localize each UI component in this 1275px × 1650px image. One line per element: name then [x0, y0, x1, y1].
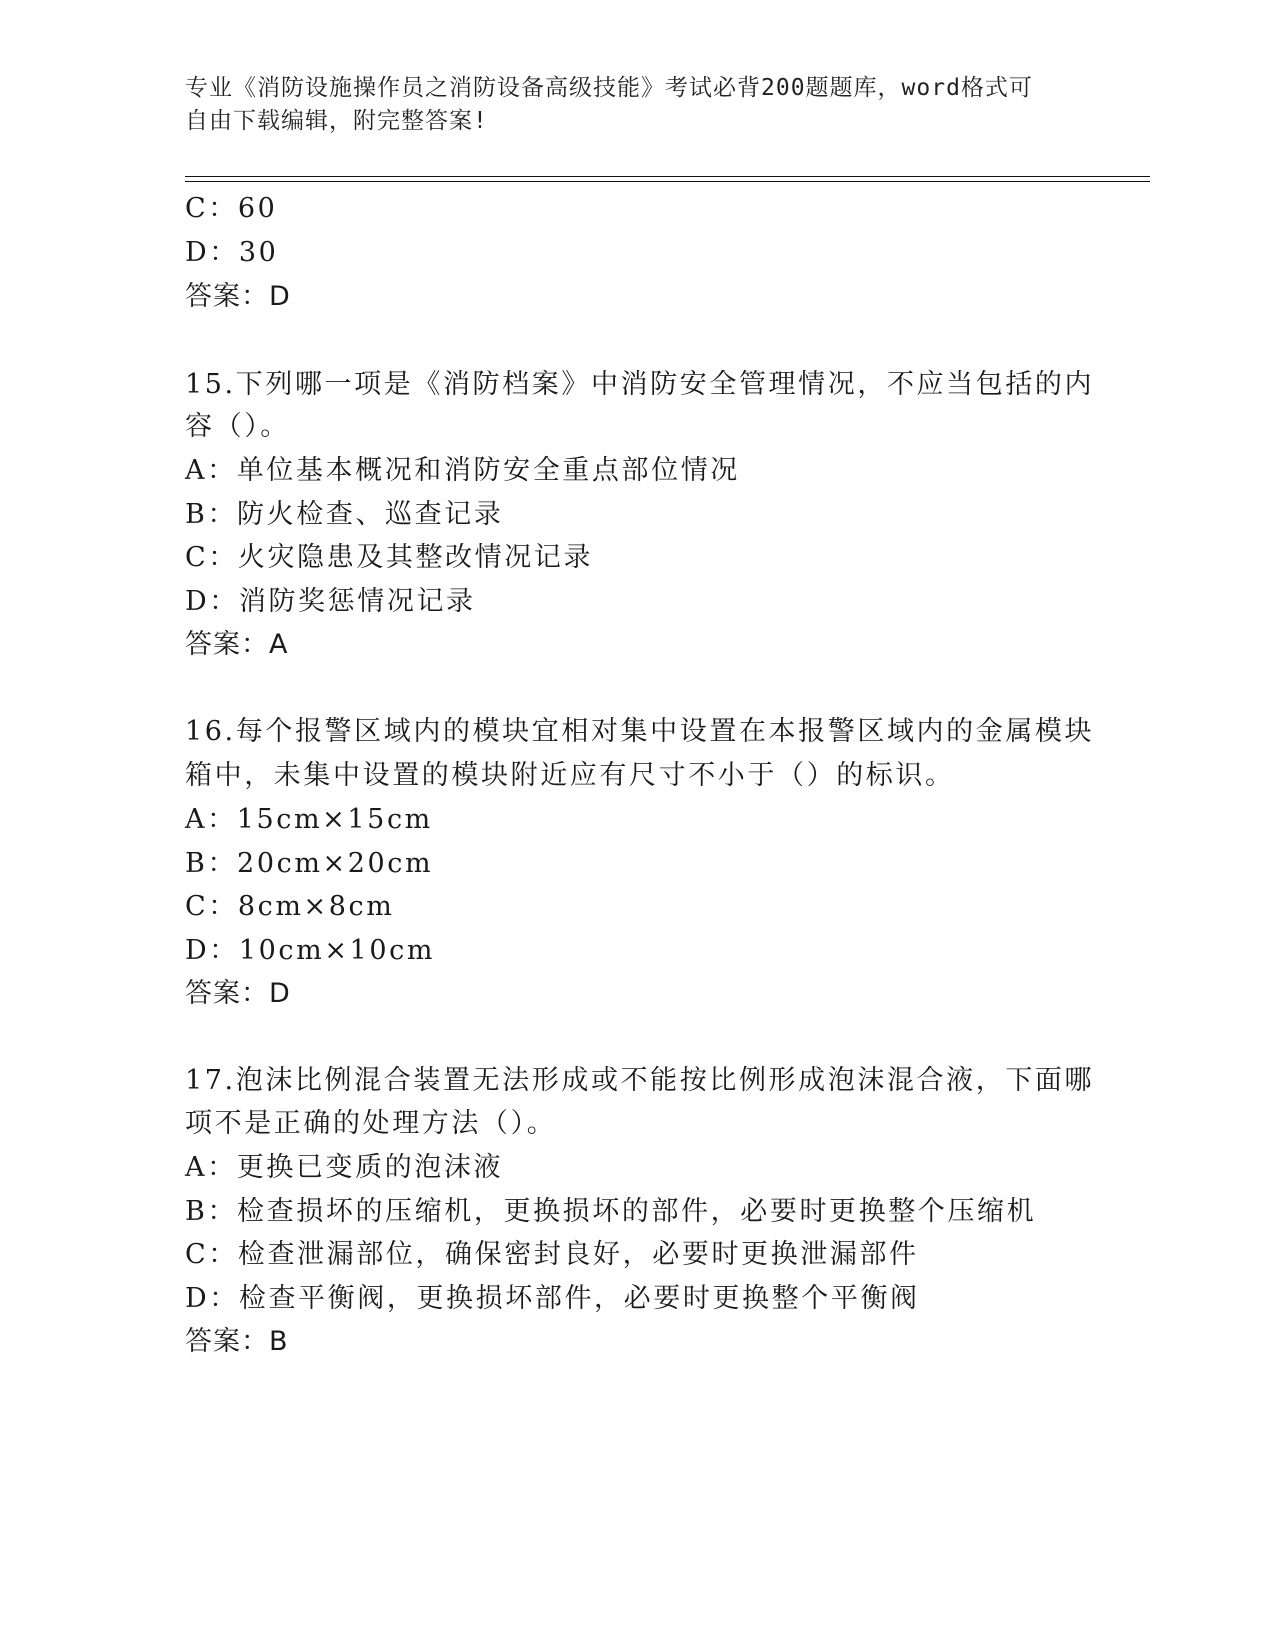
option-a: A：15cm×15cm [185, 804, 433, 835]
option-b: B：检查损坏的压缩机，更换损坏的部件，必要时更换整个压缩机 [185, 1196, 1037, 1227]
option-c: C：8cm×8cm [185, 891, 395, 922]
option-b: B：防火检查、巡查记录 [185, 499, 504, 530]
header-line-1: 专业《消防设施操作员之消防设备高级技能》考试必背200题题库，word格式可 [185, 75, 1033, 101]
option-d: D：10cm×10cm [185, 935, 436, 966]
answer-line: 答案：D [185, 978, 291, 1009]
answer-line: 答案：D [185, 281, 291, 312]
option-a: A：单位基本概况和消防安全重点部位情况 [185, 455, 740, 486]
answer-line: 答案：B [185, 1326, 289, 1357]
option-a: A：更换已变质的泡沫液 [185, 1152, 504, 1183]
question-stem-line: 项不是正确的处理方法（）。 [185, 1108, 557, 1139]
question-stem-line: 16.每个报警区域内的模块宜相对集中设置在本报警区域内的金属模块 [185, 716, 1095, 747]
header-divider-top [185, 176, 1150, 177]
option-d: D：30 [185, 237, 279, 268]
option-d: D：检查平衡阀，更换损坏部件，必要时更换整个平衡阀 [185, 1283, 920, 1314]
question-stem-line: 17.泡沫比例混合装置无法形成或不能按比例形成泡沫混合液，下面哪 [185, 1065, 1095, 1096]
option-c: C：检查泄漏部位，确保密封良好，必要时更换泄漏部件 [185, 1239, 919, 1270]
option-d: D：消防奖惩情况记录 [185, 586, 476, 617]
document-header [185, 72, 1065, 138]
option-b: B：20cm×20cm [185, 848, 434, 879]
header-line-2: 自由下载编辑，附完整答案! [185, 108, 488, 134]
option-c: C：60 [185, 193, 278, 224]
question-stem-line: 容（）。 [185, 411, 290, 442]
question-stem-line: 箱中，未集中设置的模块附近应有尺寸不小于（）的标识。 [185, 760, 955, 791]
question-stem-line: 15.下列哪一项是《消防档案》中消防安全管理情况，不应当包括的内 [185, 369, 1095, 400]
option-c: C：火灾隐患及其整改情况记录 [185, 542, 594, 573]
answer-line: 答案：A [185, 629, 289, 660]
header-divider-bottom [185, 181, 1150, 182]
